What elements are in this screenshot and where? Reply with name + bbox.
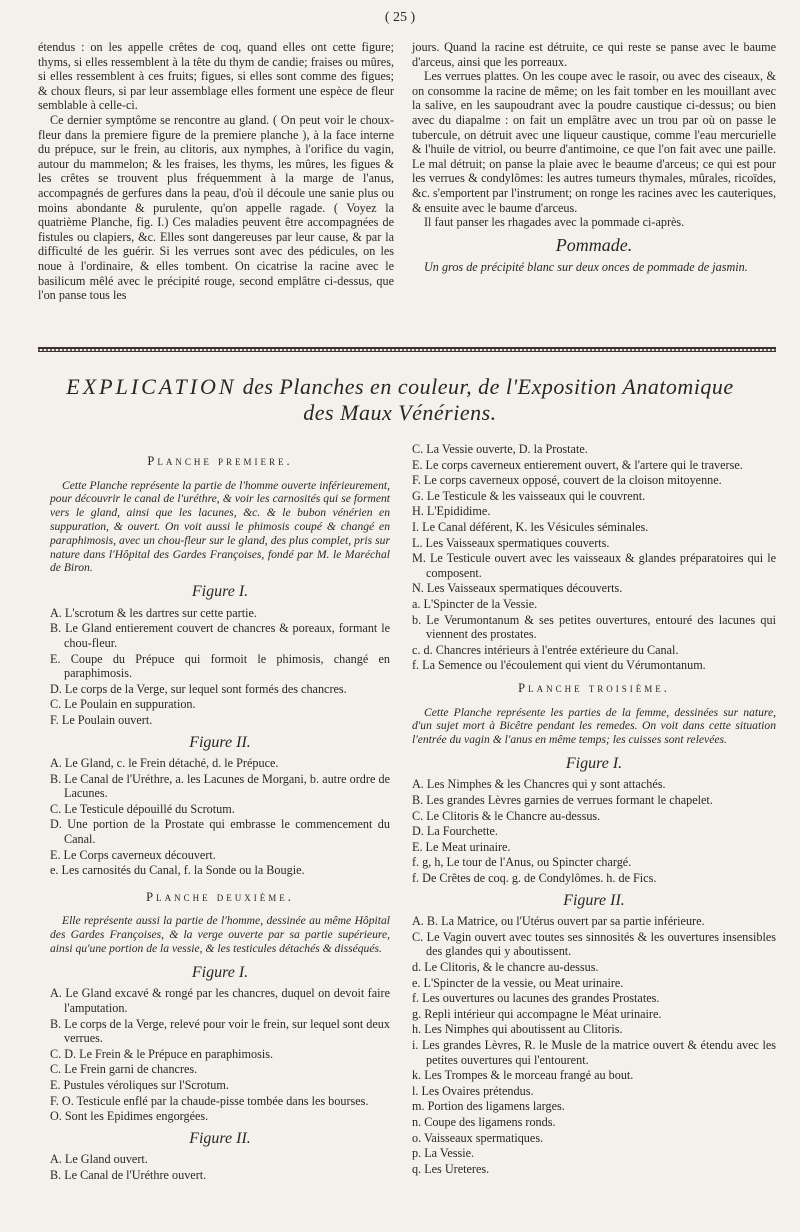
legend-item <box>412 1162 776 1177</box>
paragraph: jours. Quand la racine est détruite, ce qui reste se panse avec le baume d'arceus, ainsi que les porreaux. <box>412 40 776 69</box>
legend-text: Le Testicule dépouillé du Scrotum. <box>61 801 235 816</box>
legend-text: Le Canal de l'Uréthre, a. les Lacunes de Morgani, b. autre ordre de Lacunes. <box>61 771 390 801</box>
planche-heading: Planche deuxième. <box>146 889 294 904</box>
legend-item <box>50 1062 390 1077</box>
legend-key: k. <box>412 1068 422 1083</box>
legend-item <box>412 809 776 824</box>
legend-key: C. <box>412 808 424 823</box>
legend-item <box>412 871 776 886</box>
legend-item <box>50 1094 390 1109</box>
legend-item <box>412 1038 776 1067</box>
legend-text: Vaisseaux spermatiques. <box>421 1130 544 1145</box>
legend-item <box>50 817 390 846</box>
planche-description: Cette Planche représente la partie de l'homme ouverte inférieurement, pour découvrir le canal de l'uréthre, & voir les carnosités qui se forment vers le gland, ainsi que les lacunes, &c. & le bubon vénérien en suppuration, & ouvert. On voit aussi le phimosis coupé & changé en paraphimosis, avec un chou-fleur sur le gland, des plus complet, pris sur nature dans l'Hôpital des Gardes Françoises, fondé par M. le Maréchal de Biron. <box>50 478 390 575</box>
legend-key: A. <box>50 605 62 620</box>
legend-key: C. <box>50 697 62 712</box>
planche-description: Elle représente aussi la partie de l'homme, dessinée au même Hôpital des Gardes Françoises, & la verge ouverte par sa partie supérieure, ainsi qu'une portion de la vessie, & les testicules détachés & disséqués. <box>50 914 390 956</box>
legend-item <box>50 1047 390 1062</box>
legend-item <box>412 489 776 504</box>
legend-key: C. D. <box>50 1046 77 1061</box>
legend-item <box>412 793 776 808</box>
legend-item <box>50 1078 390 1093</box>
legend-text: Le Gland, c. le Frein détaché, d. le Prépuce. <box>61 756 279 771</box>
legend-key: n. <box>412 1114 422 1129</box>
legend-key: c. d. <box>412 642 433 657</box>
legend-list <box>50 756 390 878</box>
legend-text: Chancres intérieurs à l'entrée extérieure du Canal. <box>432 642 679 657</box>
legend-item <box>50 682 390 697</box>
bottom-left-column <box>50 450 390 1184</box>
legend-item <box>50 863 390 878</box>
legend-key: E. <box>50 651 61 666</box>
legend-item <box>412 914 776 929</box>
legend-key: M. <box>412 551 426 566</box>
figure-heading: Figure II. <box>563 891 625 909</box>
legend-item <box>50 772 390 801</box>
figure-heading: Figure I. <box>191 583 249 601</box>
legend-key: A. <box>50 756 62 771</box>
legend-text: Les carnosités du Canal, f. la Sonde ou la Bougie. <box>58 863 305 878</box>
page-number: ( 25 ) <box>384 10 416 25</box>
top-right-column <box>412 40 776 275</box>
pommade-title: Pommade. <box>555 234 633 255</box>
top-left-column <box>38 40 394 303</box>
figure-heading: Figure I. <box>565 754 623 772</box>
legend-item <box>412 1068 776 1083</box>
legend-key: O. <box>50 1109 62 1124</box>
legend-list <box>50 986 390 1123</box>
legend-item <box>50 756 390 771</box>
legend-text: L'scrotum & les dartres sur cette partie. <box>61 605 257 620</box>
legend-text: Le Canal de l'Uréthre ouvert. <box>61 1167 207 1182</box>
paragraph: étendus : on les appelle crêtes de coq, quand elles ont cette figure; thyms, si elles ressemblent à la tête du thym de candie; fraises ou mûres, si elles ressemblent à ces fruits; figues, si elles sont comme des figues; & choux fleurs, si par leur assemblage elles forment une espèce de fleur semblable à celle-ci. <box>38 40 394 113</box>
legend-key: A. B. <box>412 914 439 929</box>
legend-text: Les grandes Lèvres, R. le Musle de la matrice ouvert & étendu avec les petites ouvertures qui l'entourent. <box>418 1037 776 1067</box>
legend-key: E. <box>412 457 423 472</box>
legend-key: e. <box>412 975 421 990</box>
legend-key: D. <box>50 681 62 696</box>
legend-item <box>50 1109 390 1124</box>
legend-text: Une portion de la Prostate qui embrasse le commencement du Canal. <box>61 817 390 847</box>
legend-text: Le Poulain en suppuration. <box>61 697 196 712</box>
legend-item <box>412 658 776 673</box>
figure-heading: Figure II. <box>189 733 251 751</box>
legend-text: Le Gland ouvert. <box>61 1152 148 1167</box>
legend-item <box>412 1084 776 1099</box>
legend-text: Le Testicule & les vaisseaux qui le couvrent. <box>423 488 646 503</box>
legend-text: Les Nimphes qui aboutissent au Clitoris. <box>421 1022 623 1037</box>
planche-heading: Planche premiere. <box>147 454 293 468</box>
legend-list <box>412 777 776 885</box>
legend-item <box>412 597 776 612</box>
legend-key: e. <box>50 863 59 878</box>
legend-key: a. <box>412 596 421 611</box>
legend-text: Les Trompes & le morceau frangé au bout. <box>421 1068 634 1083</box>
legend-item <box>50 986 390 1015</box>
legend-text: Les ouvertures ou lacunes des grandes Prostates. <box>419 991 660 1006</box>
legend-text: Testicule enflé par la chaude-pisse tombée dans les bourses. <box>73 1093 369 1108</box>
legend-item <box>50 697 390 712</box>
legend-text: De Crêtes de coq. g. de Condylômes. h. de Fics. <box>419 871 657 886</box>
legend-key: A. <box>50 1152 62 1167</box>
section-title <box>0 374 800 426</box>
legend-text: Les Ureteres. <box>421 1161 490 1176</box>
legend-key: D. <box>50 817 62 832</box>
legend-text: Portion des ligamens larges. <box>424 1099 565 1114</box>
legend-key: I. <box>412 519 420 534</box>
legend-text: Le corps caverneux entierement ouvert, & l'artere qui le traverse. <box>422 457 743 472</box>
legend-text: La Fourchette. <box>423 824 498 839</box>
legend-text: Le Verumontanum & ses petites ouvertures, entouré des lacunes qui viennent des prostates. <box>421 612 776 642</box>
legend-item <box>412 930 776 959</box>
legend-item <box>412 1022 776 1037</box>
legend-list <box>412 914 776 1176</box>
legend-item <box>50 606 390 621</box>
figure-heading: Figure II. <box>189 1129 251 1147</box>
title-caps: EXPLICATION <box>66 374 237 399</box>
legend-key: E. <box>50 847 61 862</box>
legend-text: La Semence ou l'écoulement qui vient du Vérumontanum. <box>419 658 706 673</box>
legend-key: h. <box>412 1022 422 1037</box>
legend-key: C. <box>50 1062 62 1077</box>
legend-item <box>412 1131 776 1146</box>
planche-heading: Planche troisième. <box>518 680 670 695</box>
legend-text: Le Gland entierement couvert de chancres & poreaux, formant le chou-fleur. <box>61 621 390 650</box>
legend-key: E. <box>50 1078 61 1092</box>
paragraph: Il faut panser les rhagades avec la pommade ci-après. <box>424 215 685 230</box>
legend-item <box>50 621 390 650</box>
legend-key: m. <box>412 1099 425 1114</box>
legend-key: G. <box>412 488 424 503</box>
legend-text: Le Canal déférent, K. les Vésicules séminales. <box>419 519 649 534</box>
legend-list <box>50 1152 390 1182</box>
legend-key: F. <box>412 473 421 488</box>
legend-text: L'Spincter de la Vessie. <box>420 596 538 611</box>
paragraph: Ce dernier symptôme se rencontre au gland. ( On peut voir le choux-fleur dans la premiere figure de la premiere planche ), à la face interne du prépuce, sur le frein, au clitoris, aux nymphes, à l'orifice du vagin, autour du mammelon; & les fraises, les thyms, les mûres, les figues & les crêtes se trouvent plus fréquemment à la marge de l'anus, accompagnés de gerfures dans la peau, d'où il découle une sanie plus ou moins abondante & purulente, qu'on appelle ragade. ( Voyez la quatrième Planche, fig. I.) Ces maladies peuvent être accompagnées de fistules ou clapiers, &c. Elles sont dangereuses par leur cause, & par la difficulté de les guérir. Si les verrues sont avec des pédicules, on les noue à l'ordinaire, & elles tombent. On cicatrise la racine avec le basilicum mêlé avec le précipité rouge, second emplâtre ci-dessus, que l'on panse tous les <box>38 112 394 303</box>
legend-text: Le Meat urinaire. <box>422 839 511 854</box>
legend-key: f. g, h, <box>412 855 444 870</box>
legend-key: B. <box>50 621 62 636</box>
legend-key: f. <box>412 871 420 886</box>
legend-key: l. <box>412 1083 419 1098</box>
legend-key: F. <box>50 712 59 727</box>
legend-item <box>412 551 776 580</box>
legend-item <box>412 504 776 519</box>
legend-list <box>412 442 776 673</box>
legend-key: g. <box>412 1006 422 1021</box>
legend-key: b. <box>412 612 422 627</box>
legend-text: Pustules véroliques sur l'Scrotum. <box>60 1078 229 1092</box>
figure-heading: Figure I. <box>191 963 249 981</box>
legend-key: f. <box>412 991 420 1006</box>
legend-key: i. <box>412 1037 419 1052</box>
legend-item <box>50 1168 390 1183</box>
planche-description: Cette Planche représente les parties de la femme, dessinées sur nature, d'un sujet mort à Bicêtre pendant les remedes. On voit dans cette situation l'entrée du vagin & l'anus en même temps; les cuisses sont relevées. <box>412 705 776 747</box>
legend-key: o. <box>412 1130 422 1145</box>
legend-item <box>412 1007 776 1022</box>
legend-text: Le Clitoris, & le chancre au-dessus. <box>421 960 599 975</box>
legend-item <box>412 991 776 1006</box>
legend-key: B. <box>50 771 62 786</box>
legend-key: d. <box>412 960 422 975</box>
legend-text: La Vessie. <box>421 1146 475 1161</box>
legend-text: L'Epididime. <box>423 504 491 519</box>
legend-text: Le Frein garni de chancres. <box>61 1062 198 1077</box>
legend-text: Coupe du Prépuce qui formoit le phimosis, changé en paraphimosis. <box>60 651 390 681</box>
legend-text: Le corps caverneux opposé, couvert de la cloison mitoyenne. <box>420 473 722 488</box>
legend-item <box>412 777 776 792</box>
legend-item <box>50 1152 390 1167</box>
legend-item <box>412 1146 776 1161</box>
legend-item <box>412 960 776 975</box>
bottom-right-column <box>412 442 776 1177</box>
title-rest: des Planches en couleur, de l'Exposition Anatomique <box>242 374 734 399</box>
legend-text: Repli intérieur qui accompagne le Méat urinaire. <box>421 1006 662 1021</box>
legend-key: C. <box>50 801 62 816</box>
legend-text: Le Vagin ouvert avec toutes ses sinnosités & les ouvertures insensibles des glandes qui y aboutissent. <box>423 929 776 959</box>
legend-text: Le Testicule ouvert avec les vaisseaux & glandes préparatoires qui le composent. <box>425 551 776 580</box>
legend-key: C. <box>412 442 424 456</box>
legend-key: C. <box>412 929 424 944</box>
legend-item <box>412 824 776 839</box>
legend-text: La Matrice, ou l'Utérus ouvert par sa partie inférieure. <box>438 914 705 929</box>
legend-key: B. <box>50 1016 62 1031</box>
legend-text: Les Nimphes & les Chancres qui y sont attachés. <box>423 777 666 792</box>
legend-item <box>412 613 776 642</box>
legend-key: B. <box>50 1167 62 1182</box>
legend-text: Le corps de la Verge, relevé pour voir le frein, sur lequel sont deux verrues. <box>61 1016 390 1046</box>
legend-list <box>50 606 390 728</box>
title-line-2: des Maux Vénériens. <box>303 400 497 425</box>
legend-item <box>412 458 776 473</box>
legend-item <box>50 713 390 728</box>
legend-text: Le corps de la Verge, sur lequel sont formés des chancres. <box>61 681 347 696</box>
legend-key: B. <box>412 793 424 808</box>
legend-item <box>412 855 776 870</box>
legend-item <box>50 802 390 817</box>
legend-item <box>412 840 776 855</box>
legend-item <box>412 976 776 991</box>
legend-item <box>412 1115 776 1130</box>
legend-item <box>50 1017 390 1046</box>
legend-key: D. <box>412 824 424 839</box>
legend-key: N. <box>412 581 424 596</box>
legend-text: Le Poulain ouvert. <box>58 712 153 727</box>
legend-item <box>412 473 776 488</box>
legend-text: Les Ovaires prétendus. <box>418 1083 534 1098</box>
legend-text: Les grandes Lèvres garnies de verrues formant le chapelet. <box>423 793 713 808</box>
paragraph: Les verrues plattes. On les coupe avec le rasoir, ou avec des ciseaux, & on consomme la racine de même; on les fait tomber en les mouillant avec la salive, en les saupoudrant avec la poudre caustique ci-dessus; ou bien avec du diapalme : on fait un emplâtre avec un trou par où on passe le tubercule, on détruit avec une liqueur caustique, comme l'eau mercurielle & l'huile de vitriol, ou beurre d'antimoine, ce que l'on fait avec une paille. Le mal détruit; on panse la plaie avec le beaume d'arceus; ce qui est pour les verrues & condylômes: les autres tumeurs thymales, mûrales, ricoïdes, &c. s'emportent par l'instrument; on ronge les racines avec les cauteriques, & ensuite avec le baume d'arceus. <box>412 69 776 215</box>
legend-text: L'Spincter de la vessie, ou Meat urinaire. <box>420 975 624 990</box>
legend-key: L. <box>412 535 423 550</box>
legend-text: Le Corps caverneux découvert. <box>60 847 216 862</box>
legend-item <box>412 520 776 535</box>
legend-key: F. O. <box>50 1093 74 1108</box>
legend-key: p. <box>412 1146 422 1161</box>
ornamental-rule <box>38 347 776 352</box>
legend-key: q. <box>412 1161 422 1176</box>
legend-text: Le Gland excavé & rongé par les chancres, duquel on devoit faire l'amputation. <box>61 986 390 1016</box>
legend-key: f. <box>412 658 420 673</box>
legend-item <box>50 848 390 863</box>
legend-key: A. <box>50 986 62 1001</box>
legend-item <box>412 581 776 596</box>
legend-item <box>412 1099 776 1114</box>
legend-text: Le Frein & le Prépuce en paraphimosis. <box>76 1046 274 1061</box>
pommade-recipe: Un gros de précipité blanc sur deux onces de pommade de jasmin. <box>424 260 748 275</box>
legend-key: H. <box>412 504 424 519</box>
legend-text: Le tour de l'Anus, ou Spincter chargé. <box>443 855 632 870</box>
legend-key: A. <box>412 777 424 792</box>
legend-text: La Vessie ouverte, D. la Prostate. <box>423 442 588 456</box>
legend-text: Les Vaisseaux spermatiques découverts. <box>423 581 623 596</box>
legend-item <box>50 652 390 681</box>
legend-text: Coupe des ligamens ronds. <box>421 1114 556 1129</box>
legend-item <box>412 643 776 658</box>
legend-text: Le Clitoris & le Chancre au-dessus. <box>423 808 601 823</box>
legend-item <box>412 442 776 457</box>
legend-key: E. <box>412 839 423 854</box>
legend-text: Les Vaisseaux spermatiques couverts. <box>422 535 610 550</box>
legend-item <box>412 536 776 551</box>
legend-text: Sont les Epidimes engorgées. <box>61 1109 209 1124</box>
